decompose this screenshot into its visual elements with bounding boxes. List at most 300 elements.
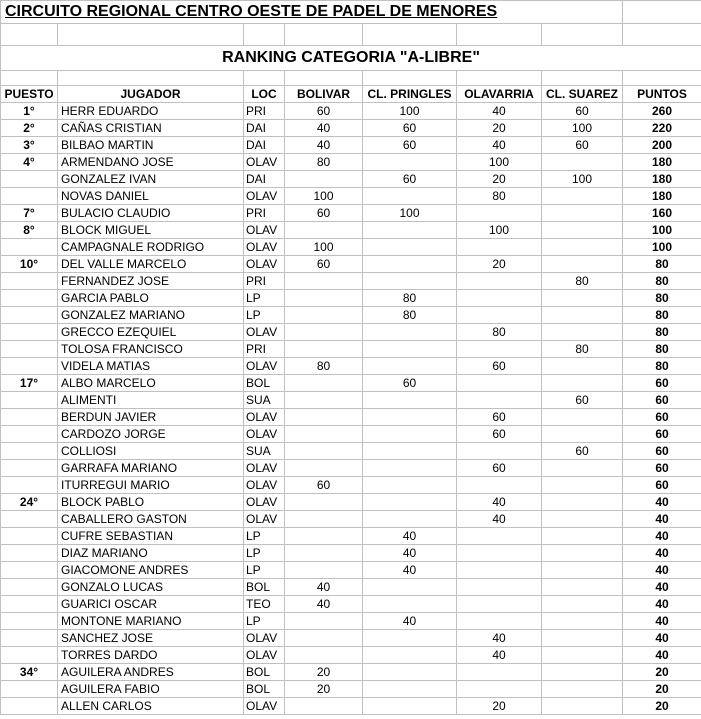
cell-loc[interactable]: TEO <box>244 596 285 613</box>
cell-bolivar[interactable]: 100 <box>285 239 363 256</box>
cell-bolivar[interactable] <box>285 562 363 579</box>
cell-olavarria[interactable]: 20 <box>457 256 542 273</box>
header-puntos[interactable]: PUNTOS <box>623 86 701 103</box>
cell-pringles[interactable]: 60 <box>363 120 457 137</box>
cell-puntos[interactable]: 40 <box>623 545 701 562</box>
cell-suarez[interactable]: 100 <box>542 120 623 137</box>
cell-jugador[interactable]: GONZALEZ IVAN <box>58 171 244 188</box>
cell-jugador[interactable]: CABALLERO GASTON <box>58 511 244 528</box>
cell-pringles[interactable] <box>363 409 457 426</box>
cell-jugador[interactable]: ALLEN CARLOS <box>58 698 244 715</box>
cell-loc[interactable]: PRI <box>244 341 285 358</box>
cell-loc[interactable]: OLAV <box>244 324 285 341</box>
cell-puntos[interactable]: 80 <box>623 290 701 307</box>
cell-puesto[interactable] <box>1 392 58 409</box>
sheet-subtitle[interactable]: RANKING CATEGORIA "A-LIBRE" <box>1 46 701 71</box>
cell-loc[interactable]: PRI <box>244 205 285 222</box>
cell-pringles[interactable] <box>363 154 457 171</box>
cell-olavarria[interactable] <box>457 290 542 307</box>
cell-olavarria[interactable] <box>457 443 542 460</box>
cell-suarez[interactable]: 60 <box>542 443 623 460</box>
cell-bolivar[interactable] <box>285 630 363 647</box>
cell-pringles[interactable]: 100 <box>363 205 457 222</box>
cell-puesto[interactable]: 17° <box>1 375 58 392</box>
cell-puntos[interactable]: 40 <box>623 613 701 630</box>
cell-loc[interactable]: OLAV <box>244 494 285 511</box>
cell-suarez[interactable]: 100 <box>542 171 623 188</box>
cell-puesto[interactable] <box>1 443 58 460</box>
cell-puntos[interactable]: 40 <box>623 579 701 596</box>
cell-puesto[interactable] <box>1 596 58 613</box>
cell-bolivar[interactable] <box>285 392 363 409</box>
cell-puesto[interactable]: 10° <box>1 256 58 273</box>
cell-jugador[interactable]: ALBO MARCELO <box>58 375 244 392</box>
cell-olavarria[interactable] <box>457 392 542 409</box>
cell-suarez[interactable] <box>542 188 623 205</box>
cell-pringles[interactable] <box>363 630 457 647</box>
cell-loc[interactable]: LP <box>244 528 285 545</box>
cell-olavarria[interactable]: 20 <box>457 698 542 715</box>
cell-olavarria[interactable]: 100 <box>457 222 542 239</box>
cell-jugador[interactable]: DEL VALLE MARCELO <box>58 256 244 273</box>
cell-olavarria[interactable] <box>457 562 542 579</box>
cell-olavarria[interactable]: 60 <box>457 426 542 443</box>
cell-pringles[interactable] <box>363 460 457 477</box>
cell-bolivar[interactable] <box>285 443 363 460</box>
cell-suarez[interactable]: 60 <box>542 392 623 409</box>
cell-puntos[interactable]: 40 <box>623 630 701 647</box>
cell-loc[interactable]: LP <box>244 545 285 562</box>
cell-pringles[interactable] <box>363 358 457 375</box>
cell-puntos[interactable]: 100 <box>623 239 701 256</box>
cell-olavarria[interactable] <box>457 273 542 290</box>
header-jugador[interactable]: JUGADOR <box>58 86 244 103</box>
cell-bolivar[interactable] <box>285 545 363 562</box>
cell-olavarria[interactable] <box>457 239 542 256</box>
cell-pringles[interactable]: 40 <box>363 613 457 630</box>
cell-puesto[interactable]: 24° <box>1 494 58 511</box>
cell-puntos[interactable]: 180 <box>623 154 701 171</box>
cell-jugador[interactable]: AGUILERA FABIO <box>58 681 244 698</box>
cell-loc[interactable]: SUA <box>244 443 285 460</box>
cell-puntos[interactable]: 80 <box>623 273 701 290</box>
cell-puesto[interactable] <box>1 426 58 443</box>
cell-olavarria[interactable]: 60 <box>457 358 542 375</box>
cell-pringles[interactable] <box>363 647 457 664</box>
cell-loc[interactable]: OLAV <box>244 426 285 443</box>
cell-puntos[interactable]: 220 <box>623 120 701 137</box>
cell-pringles[interactable]: 80 <box>363 307 457 324</box>
cell-pringles[interactable]: 60 <box>363 375 457 392</box>
cell-loc[interactable]: BOL <box>244 664 285 681</box>
cell-suarez[interactable] <box>542 307 623 324</box>
cell-bolivar[interactable]: 40 <box>285 137 363 154</box>
cell-bolivar[interactable] <box>285 307 363 324</box>
cell-olavarria[interactable] <box>457 341 542 358</box>
cell-bolivar[interactable] <box>285 171 363 188</box>
cell-jugador[interactable]: BLOCK MIGUEL <box>58 222 244 239</box>
cell-suarez[interactable] <box>542 698 623 715</box>
cell-olavarria[interactable] <box>457 681 542 698</box>
cell-loc[interactable]: BOL <box>244 681 285 698</box>
cell-suarez[interactable] <box>542 664 623 681</box>
cell-olavarria[interactable]: 80 <box>457 188 542 205</box>
cell-suarez[interactable] <box>542 154 623 171</box>
cell-bolivar[interactable] <box>285 613 363 630</box>
cell-bolivar[interactable] <box>285 494 363 511</box>
cell-suarez[interactable]: 60 <box>542 137 623 154</box>
cell-suarez[interactable]: 60 <box>542 103 623 120</box>
cell-puntos[interactable]: 80 <box>623 256 701 273</box>
cell-loc[interactable]: OLAV <box>244 222 285 239</box>
cell-puesto[interactable]: 8° <box>1 222 58 239</box>
cell-pringles[interactable] <box>363 341 457 358</box>
cell-jugador[interactable]: NOVAS DANIEL <box>58 188 244 205</box>
cell-puntos[interactable]: 180 <box>623 171 701 188</box>
cell-pringles[interactable]: 80 <box>363 290 457 307</box>
cell-pringles[interactable] <box>363 256 457 273</box>
cell-suarez[interactable] <box>542 460 623 477</box>
cell-loc[interactable]: PRI <box>244 273 285 290</box>
cell-loc[interactable]: PRI <box>244 103 285 120</box>
cell-suarez[interactable] <box>542 477 623 494</box>
cell-olavarria[interactable] <box>457 664 542 681</box>
cell-puesto[interactable] <box>1 647 58 664</box>
cell-jugador[interactable]: GUARICI OSCAR <box>58 596 244 613</box>
cell-puntos[interactable]: 260 <box>623 103 701 120</box>
cell-puesto[interactable]: 1° <box>1 103 58 120</box>
cell-puesto[interactable]: 34° <box>1 664 58 681</box>
cell-puntos[interactable]: 40 <box>623 562 701 579</box>
cell-bolivar[interactable]: 80 <box>285 358 363 375</box>
cell-bolivar[interactable] <box>285 426 363 443</box>
cell-pringles[interactable] <box>363 596 457 613</box>
cell-bolivar[interactable] <box>285 375 363 392</box>
cell-olavarria[interactable] <box>457 205 542 222</box>
cell-suarez[interactable] <box>542 596 623 613</box>
cell-loc[interactable]: OLAV <box>244 239 285 256</box>
cell-puntos[interactable]: 60 <box>623 426 701 443</box>
cell-suarez[interactable] <box>542 375 623 392</box>
cell-bolivar[interactable] <box>285 290 363 307</box>
cell-puntos[interactable]: 20 <box>623 681 701 698</box>
cell-jugador[interactable]: GONZALO LUCAS <box>58 579 244 596</box>
cell-olavarria[interactable]: 80 <box>457 324 542 341</box>
cell-jugador[interactable]: COLLIOSI <box>58 443 244 460</box>
cell-suarez[interactable] <box>542 528 623 545</box>
cell-puesto[interactable] <box>1 613 58 630</box>
cell-puesto[interactable] <box>1 630 58 647</box>
header-puesto[interactable]: PUESTO <box>1 86 58 103</box>
cell-pringles[interactable]: 40 <box>363 562 457 579</box>
cell-puesto[interactable] <box>1 460 58 477</box>
cell-olavarria[interactable] <box>457 596 542 613</box>
cell-pringles[interactable] <box>363 239 457 256</box>
cell-puesto[interactable] <box>1 681 58 698</box>
cell-jugador[interactable]: TORRES DARDO <box>58 647 244 664</box>
cell-jugador[interactable]: MONTONE MARIANO <box>58 613 244 630</box>
cell-olavarria[interactable] <box>457 307 542 324</box>
cell-puesto[interactable] <box>1 409 58 426</box>
cell-bolivar[interactable] <box>285 528 363 545</box>
cell-loc[interactable]: LP <box>244 562 285 579</box>
cell-puesto[interactable] <box>1 307 58 324</box>
cell-puntos[interactable]: 40 <box>623 511 701 528</box>
cell-puesto[interactable] <box>1 579 58 596</box>
cell-puesto[interactable] <box>1 511 58 528</box>
cell-bolivar[interactable]: 80 <box>285 154 363 171</box>
cell-loc[interactable]: DAI <box>244 120 285 137</box>
cell-loc[interactable]: LP <box>244 290 285 307</box>
cell-olavarria[interactable]: 60 <box>457 460 542 477</box>
cell-puntos[interactable]: 60 <box>623 443 701 460</box>
header-bolivar[interactable]: BOLIVAR <box>285 86 363 103</box>
cell-loc[interactable]: DAI <box>244 171 285 188</box>
cell-puntos[interactable]: 20 <box>623 664 701 681</box>
cell-pringles[interactable] <box>363 392 457 409</box>
cell-pringles[interactable] <box>363 494 457 511</box>
cell-suarez[interactable] <box>542 613 623 630</box>
cell-suarez[interactable] <box>542 409 623 426</box>
cell-jugador[interactable]: BERDUN JAVIER <box>58 409 244 426</box>
cell-loc[interactable]: OLAV <box>244 698 285 715</box>
cell-pringles[interactable] <box>363 443 457 460</box>
cell-bolivar[interactable]: 60 <box>285 256 363 273</box>
cell-loc[interactable]: BOL <box>244 579 285 596</box>
cell-puntos[interactable]: 40 <box>623 528 701 545</box>
cell-pringles[interactable]: 60 <box>363 171 457 188</box>
cell-bolivar[interactable]: 60 <box>285 477 363 494</box>
cell-puesto[interactable]: 2° <box>1 120 58 137</box>
cell-loc[interactable]: SUA <box>244 392 285 409</box>
cell-bolivar[interactable] <box>285 273 363 290</box>
cell-puesto[interactable]: 7° <box>1 205 58 222</box>
cell-suarez[interactable] <box>542 647 623 664</box>
cell-puesto[interactable] <box>1 358 58 375</box>
cell-jugador[interactable]: ALIMENTI <box>58 392 244 409</box>
cell-loc[interactable]: LP <box>244 613 285 630</box>
cell-jugador[interactable]: CAMPAGNALE RODRIGO <box>58 239 244 256</box>
cell-loc[interactable]: BOL <box>244 375 285 392</box>
cell-suarez[interactable] <box>542 681 623 698</box>
cell-olavarria[interactable]: 100 <box>457 154 542 171</box>
cell-loc[interactable]: LP <box>244 307 285 324</box>
cell-puesto[interactable] <box>1 290 58 307</box>
cell-puesto[interactable] <box>1 171 58 188</box>
cell-suarez[interactable] <box>542 358 623 375</box>
cell-olavarria[interactable]: 40 <box>457 511 542 528</box>
cell-olavarria[interactable] <box>457 545 542 562</box>
cell-bolivar[interactable] <box>285 341 363 358</box>
cell-loc[interactable]: OLAV <box>244 256 285 273</box>
cell-bolivar[interactable] <box>285 460 363 477</box>
cell-olavarria[interactable] <box>457 579 542 596</box>
cell-olavarria[interactable]: 20 <box>457 120 542 137</box>
cell-suarez[interactable] <box>542 290 623 307</box>
cell-suarez[interactable] <box>542 511 623 528</box>
cell-puntos[interactable]: 20 <box>623 698 701 715</box>
cell-loc[interactable]: OLAV <box>244 409 285 426</box>
cell-puesto[interactable] <box>1 545 58 562</box>
cell-bolivar[interactable] <box>285 324 363 341</box>
cell-olavarria[interactable]: 20 <box>457 171 542 188</box>
cell-bolivar[interactable]: 40 <box>285 579 363 596</box>
cell-olavarria[interactable] <box>457 477 542 494</box>
cell-jugador[interactable]: HERR EDUARDO <box>58 103 244 120</box>
cell-jugador[interactable]: BILBAO MARTIN <box>58 137 244 154</box>
cell-puntos[interactable]: 160 <box>623 205 701 222</box>
cell-pringles[interactable] <box>363 426 457 443</box>
cell-olavarria[interactable] <box>457 375 542 392</box>
cell-jugador[interactable]: BULACIO CLAUDIO <box>58 205 244 222</box>
cell-puntos[interactable]: 60 <box>623 409 701 426</box>
cell-suarez[interactable] <box>542 324 623 341</box>
cell-loc[interactable]: OLAV <box>244 154 285 171</box>
cell-bolivar[interactable]: 20 <box>285 681 363 698</box>
cell-bolivar[interactable]: 60 <box>285 205 363 222</box>
cell-pringles[interactable] <box>363 222 457 239</box>
cell-bolivar[interactable]: 100 <box>285 188 363 205</box>
cell-olavarria[interactable]: 40 <box>457 137 542 154</box>
cell-bolivar[interactable] <box>285 698 363 715</box>
cell-suarez[interactable] <box>542 205 623 222</box>
cell-jugador[interactable]: CUFRE SEBASTIAN <box>58 528 244 545</box>
cell-puntos[interactable]: 60 <box>623 460 701 477</box>
cell-puesto[interactable] <box>1 188 58 205</box>
cell-puntos[interactable]: 60 <box>623 392 701 409</box>
cell-suarez[interactable]: 80 <box>542 273 623 290</box>
cell-pringles[interactable] <box>363 579 457 596</box>
cell-puntos[interactable]: 80 <box>623 307 701 324</box>
cell-loc[interactable]: OLAV <box>244 647 285 664</box>
cell-bolivar[interactable]: 60 <box>285 103 363 120</box>
cell-jugador[interactable]: VIDELA MATIAS <box>58 358 244 375</box>
cell-bolivar[interactable]: 20 <box>285 664 363 681</box>
cell-olavarria[interactable] <box>457 613 542 630</box>
cell-pringles[interactable] <box>363 273 457 290</box>
cell-suarez[interactable] <box>542 222 623 239</box>
cell-pringles[interactable] <box>363 664 457 681</box>
cell-pringles[interactable] <box>363 511 457 528</box>
cell-olavarria[interactable]: 40 <box>457 103 542 120</box>
cell-olavarria[interactable]: 60 <box>457 409 542 426</box>
cell-olavarria[interactable]: 40 <box>457 494 542 511</box>
cell-jugador[interactable]: ITURREGUI MARIO <box>58 477 244 494</box>
cell-olavarria[interactable] <box>457 528 542 545</box>
cell-puntos[interactable]: 40 <box>623 494 701 511</box>
cell-olavarria[interactable]: 40 <box>457 647 542 664</box>
cell-pringles[interactable] <box>363 698 457 715</box>
cell-puntos[interactable]: 80 <box>623 341 701 358</box>
cell-pringles[interactable] <box>363 188 457 205</box>
cell-puesto[interactable] <box>1 341 58 358</box>
cell-suarez[interactable] <box>542 426 623 443</box>
cell-loc[interactable]: OLAV <box>244 460 285 477</box>
cell-suarez[interactable] <box>542 494 623 511</box>
cell-puntos[interactable]: 100 <box>623 222 701 239</box>
cell-puesto[interactable] <box>1 528 58 545</box>
cell-jugador[interactable]: CARDOZO JORGE <box>58 426 244 443</box>
header-loc[interactable]: LOC <box>244 86 285 103</box>
cell-puesto[interactable] <box>1 698 58 715</box>
cell-suarez[interactable]: 80 <box>542 341 623 358</box>
cell-puesto[interactable]: 4° <box>1 154 58 171</box>
header-olavarria[interactable]: OLAVARRIA <box>457 86 542 103</box>
cell-puesto[interactable]: 3° <box>1 137 58 154</box>
cell-jugador[interactable]: ARMENDANO JOSE <box>58 154 244 171</box>
cell-jugador[interactable]: GARCIA PABLO <box>58 290 244 307</box>
cell-jugador[interactable]: GARRAFA MARIANO <box>58 460 244 477</box>
cell-jugador[interactable]: GONZALEZ MARIANO <box>58 307 244 324</box>
cell-jugador[interactable]: CAÑAS CRISTIAN <box>58 120 244 137</box>
cell-loc[interactable]: OLAV <box>244 358 285 375</box>
cell-jugador[interactable]: SANCHEZ JOSE <box>58 630 244 647</box>
cell-suarez[interactable] <box>542 579 623 596</box>
cell-puesto[interactable] <box>1 324 58 341</box>
cell-suarez[interactable] <box>542 562 623 579</box>
cell-bolivar[interactable]: 40 <box>285 120 363 137</box>
cell-puntos[interactable]: 60 <box>623 375 701 392</box>
cell-puntos[interactable]: 180 <box>623 188 701 205</box>
cell-pringles[interactable] <box>363 324 457 341</box>
cell-suarez[interactable] <box>542 256 623 273</box>
cell-jugador[interactable]: FERNANDEZ JOSE <box>58 273 244 290</box>
header-pringles[interactable]: CL. PRINGLES <box>363 86 457 103</box>
cell-pringles[interactable]: 60 <box>363 137 457 154</box>
cell-loc[interactable]: OLAV <box>244 630 285 647</box>
cell-puntos[interactable]: 80 <box>623 358 701 375</box>
header-row <box>1 86 701 103</box>
cell-puntos[interactable]: 40 <box>623 647 701 664</box>
cell-bolivar[interactable]: 40 <box>285 596 363 613</box>
cell-pringles[interactable]: 40 <box>363 545 457 562</box>
cell-suarez[interactable] <box>542 545 623 562</box>
cell-loc[interactable]: DAI <box>244 137 285 154</box>
cell-loc[interactable]: OLAV <box>244 477 285 494</box>
cell-pringles[interactable] <box>363 681 457 698</box>
cell-jugador[interactable]: AGUILERA ANDRES <box>58 664 244 681</box>
cell-puntos[interactable]: 80 <box>623 324 701 341</box>
cell-puesto[interactable] <box>1 477 58 494</box>
cell-suarez[interactable] <box>542 630 623 647</box>
cell-puntos[interactable]: 60 <box>623 477 701 494</box>
cell-bolivar[interactable] <box>285 647 363 664</box>
cell-bolivar[interactable] <box>285 511 363 528</box>
cell-suarez[interactable] <box>542 239 623 256</box>
cell-puesto[interactable] <box>1 273 58 290</box>
cell-puesto[interactable] <box>1 239 58 256</box>
cell-puesto[interactable] <box>1 562 58 579</box>
cell-bolivar[interactable] <box>285 409 363 426</box>
cell-pringles[interactable] <box>363 477 457 494</box>
cell-pringles[interactable]: 100 <box>363 103 457 120</box>
cell-pringles[interactable]: 40 <box>363 528 457 545</box>
cell-puntos[interactable]: 40 <box>623 596 701 613</box>
cell-jugador[interactable]: GIACOMONE ANDRES <box>58 562 244 579</box>
cell-loc[interactable]: OLAV <box>244 511 285 528</box>
cell-jugador[interactable]: BLOCK PABLO <box>58 494 244 511</box>
cell[interactable] <box>623 1 701 24</box>
header-suarez[interactable]: CL. SUAREZ <box>542 86 623 103</box>
sheet-title[interactable]: CIRCUITO REGIONAL CENTRO OESTE DE PADEL DE MENORES <box>1 1 623 24</box>
cell-puntos[interactable]: 200 <box>623 137 701 154</box>
cell-olavarria[interactable]: 40 <box>457 630 542 647</box>
cell-bolivar[interactable] <box>285 222 363 239</box>
cell-jugador[interactable]: GRECCO EZEQUIEL <box>58 324 244 341</box>
cell-jugador[interactable]: DIAZ MARIANO <box>58 545 244 562</box>
cell-loc[interactable]: OLAV <box>244 188 285 205</box>
cell-jugador[interactable]: TOLOSA FRANCISCO <box>58 341 244 358</box>
